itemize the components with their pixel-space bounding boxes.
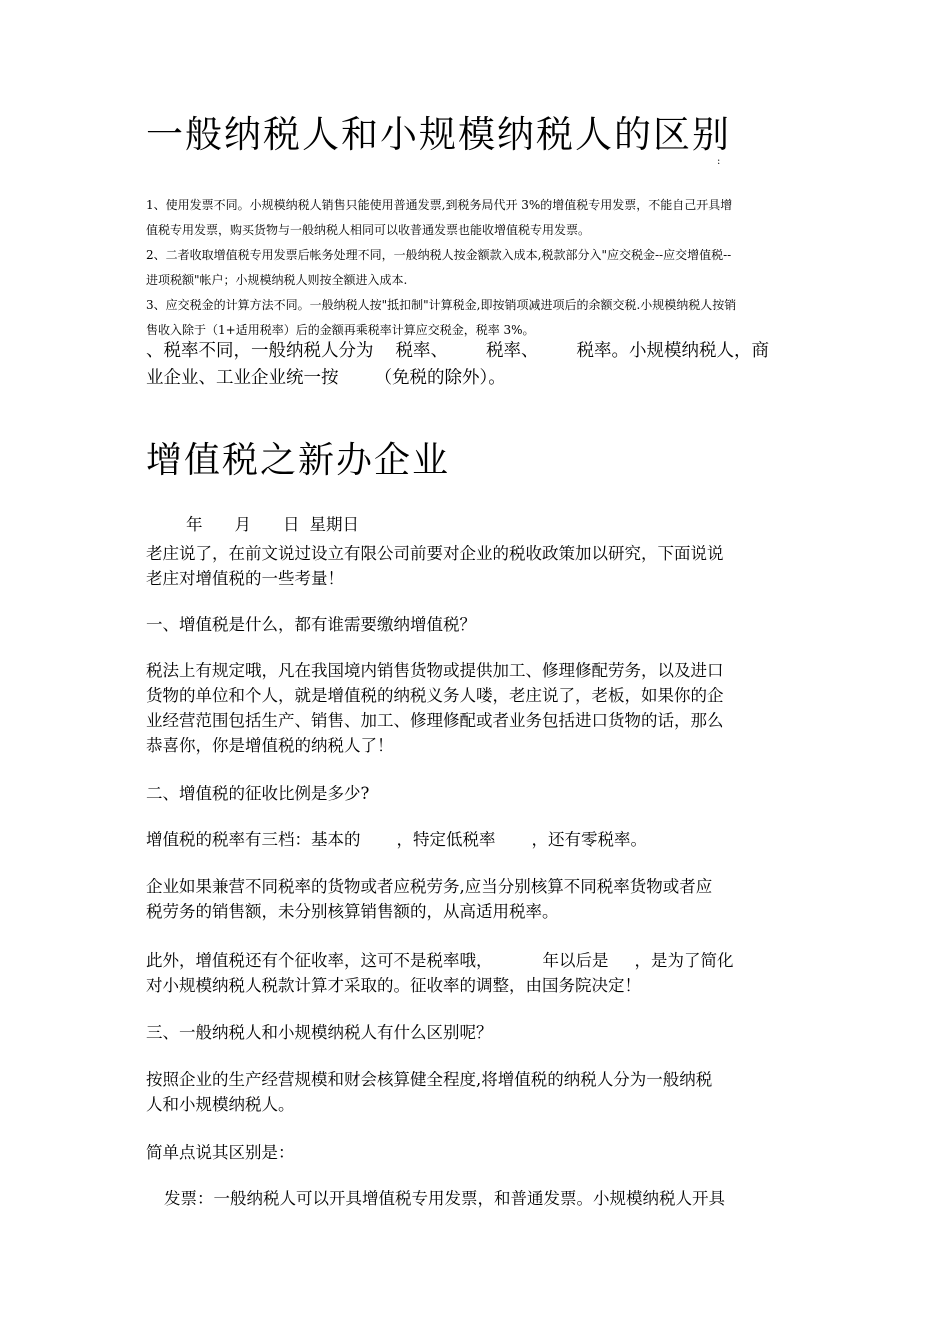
text-segment: 增值税的税率有三档：基本的 [146,830,361,849]
text-line: 恭喜你，你是增值税的纳税人了！ [146,736,394,755]
text-line [146,338,810,365]
text-segment: 业企业、工业企业统一按 [146,368,339,388]
date-year: 年 [186,515,203,534]
answer-paragraph-3-invoice [146,1186,810,1211]
text-segment: 、税率不同，一般纳税人分为 [146,341,374,361]
answer-paragraph-1 [146,658,810,758]
paragraph-tax-rate [146,338,810,392]
text-segment: ，特定低税率 [396,830,496,849]
answer-paragraph-2-levy [146,948,810,998]
text-line: 值税专用发票，购买货物与一般纳税人相同可以收普通发票也能收增值税专用发票。 [146,223,591,237]
text-line [146,365,810,392]
question-heading-3: 三、一般纳税人和小规模纳税人有什么区别呢？ [146,1023,493,1042]
text-line: 货物的单位和个人，就是增值税的纳税义务人喽，老庄说了，老板，如果你的企 [146,686,724,705]
text-line: 老庄说了，在前文说过设立有限公司前要对企业的税收政策加以研究，下面说说 [146,544,724,563]
paragraph-invoice-difference [146,193,810,243]
text-segment: ，是为了简化 [634,951,734,970]
text-line: 3、应交税金的计算方法不同。一般纳税人按"抵扣制"计算税金,即按销项减进项后的余额交税.小规模纳税人按销 [146,298,737,312]
answer-paragraph-3 [146,1067,810,1117]
title-mark: : [717,156,721,167]
section-title: 增值税之新办企业 [146,440,451,481]
text-line [146,948,810,973]
document-title: 一般纳税人和小规模纳税人的区别 [146,113,731,156]
paragraph-accounting-difference [146,243,810,293]
text-line: 税法上有规定哦，凡在我国境内销售货物或提供加工、修理修配劳务，以及进口 [146,661,724,680]
paragraph-intro [146,541,810,591]
text-line: 对小规模纳税人税款计算才采取的。征收率的调整，由国务院决定！ [146,976,641,995]
answer-paragraph-2-mixed [146,874,810,924]
text-segment: 税率。小规模纳税人，商 [576,341,769,361]
paragraph-tax-calculation [146,293,810,343]
text-segment: ，还有零税率。 [531,830,647,849]
text-line: 售收入除于（1+适用税率）后的金额再乘税率计算应交税金，税率 3%。 [146,323,535,337]
text-line: 企业如果兼营不同税率的货物或者应税劳务,应当分别核算不同税率货物或者应 [146,877,713,896]
text-line: 进项税额"帐户；小规模纳税人则按全额进入成本. [146,273,408,287]
answer-paragraph-3-summary: 简单点说其区别是： [146,1143,295,1162]
text-segment: （免税的除外）。 [374,368,506,388]
text-line: 人和小规模纳税人。 [146,1095,295,1114]
text-line: 按照企业的生产经营规模和财会核算健全程度,将增值税的纳税人分为一般纳税 [146,1070,713,1089]
question-heading-2: 二、增值税的征收比例是多少? [146,784,370,803]
text-line: 1、使用发票不同。小规模纳税人销售只能使用普通发票,到税务局代开 3%的增值税专用发票，不能自己开具增 [146,198,733,212]
text-segment: 税率、 [486,341,539,361]
text-segment: 税率、 [395,341,448,361]
text-segment: 此外，增值税还有个征收率，这可不是税率哦， [146,951,493,970]
text-segment: 发票：一般纳税人可以开具增值税专用发票，和普通发票。小规模纳税人开具 [164,1189,725,1208]
date-day: 日 [283,515,300,534]
answer-paragraph-2-rates [146,827,810,852]
text-line: 税劳务的销售额，未分别核算销售额的，从高适用税率。 [146,902,559,921]
text-line: 业经营范围包括生产、销售、加工、修理修配或者业务包括进口货物的话，那么 [146,711,724,730]
question-heading-1: 一、增值税是什么，都有谁需要缴纳增值税？ [146,615,476,634]
date-month: 月 [234,515,251,534]
date-weekday: 星期日 [309,515,359,534]
text-line: 老庄对增值税的一些考量！ [146,569,344,588]
text-segment: 年以后是 [542,951,609,970]
text-line: 2、二者收取增值税专用发票后帐务处理不同，一般纳税人按金额款入成本,税款部分入"应交税金--应交增值税-- [146,248,732,262]
article-date [146,512,810,537]
